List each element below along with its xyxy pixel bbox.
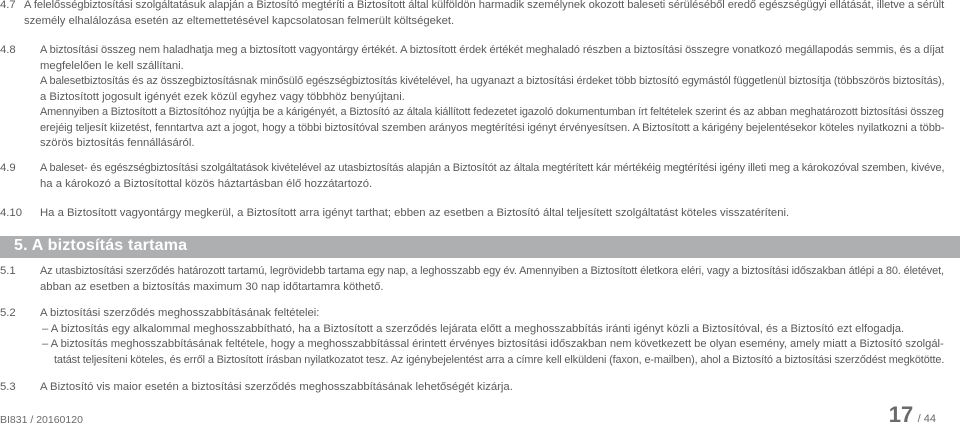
text-line: abban az esetben a biztosítás maximum 30 nap időtartamra köthető. [40, 280, 384, 293]
text-line: A Biztosító vis maior esetén a biztosítási szerződés meghosszabbításának lehetőségét kizárja. [40, 381, 513, 393]
list-item: – A biztosítás egy alkalommal meghosszabbítható, ha a Biztosított a szerződés lejárata előtt a meghosszabbítás iránti igényt közli a Biztosítóval, és a Biztosító ezt elfogadja. [42, 322, 905, 335]
text-line: erejéig teljesít kiizetést, fenntartva azt a jogot, hogy a többi biztosítóval szemben arányos megtérítési igényt érvényesítsen. A Biztosított a kárigény bejelentésekor köteles nyilatkozni a több- [40, 121, 945, 134]
text-line: Amennyiben a Biztosított a Biztosítóhoz nyújtja be a kárigényét, a Biztosító az általa kiállított fedezetet igazoló dokumentumban írt feltételek szerint és az abban meghatározott biztosítási összeg [40, 106, 944, 118]
paragraph-number: 4.10 [0, 207, 22, 219]
text-line: A baleset- és egészségbiztosítási szolgáltatások kivételével az utasbiztosítás alapján a Biztosítót az általa megtérített kár mértékéig megtérítési igény illeti meg a károkozóval szemben, kivéve, [40, 162, 945, 174]
paragraph-number: 5.2 [0, 307, 16, 319]
page-number [889, 402, 936, 428]
text-line: A felelősségbiztosítási szolgáltatásuk alapján a Biztosító megtéríti a Biztosított által külföldön harmadik személynek okozott baleseti sérüléséből eredő egészségügyi ellátását, illetve a sérült [24, 0, 945, 11]
document-code: BI831 / 20160120 [0, 414, 83, 426]
section-heading: 5. A biztosítás tartama [14, 237, 188, 254]
text-line: személy elhalálozása esetén az eltemettetésével kapcsolatosan felmerült költségeket. [24, 14, 455, 27]
paragraph-number: 4.8 [0, 44, 16, 56]
text-line: megfelelően le kell szállítani. [40, 59, 184, 72]
paragraph-number: 4.7 [0, 0, 16, 11]
list-item: – A biztosítás meghosszabbításának feltétele, hogy a meghosszabbítással érintett érvényes biztosítási időszakban nem következett be olyan esemény, amely miatt a Biztosító szolgál- [42, 338, 944, 350]
text-line: A balesetbiztosítás és az összegbiztosításnak minősülő egészségbiztosítás kivételével, ha ugyanazt a biztosítási érdeket több biztosító egymástól függetlenül biztosítja (többszörös biztosítás), [40, 75, 945, 87]
list-item-continuation: tatást teljesíteni köteles, és erről a Biztosított írásban nyilatkozatot tesz. Az igénybejelentést arra a címre kell elküldeni (faxon, e-mailben), ahol a Biztosító a biztosítási szerződést megkötötte. [54, 353, 945, 366]
paragraph-number: 4.9 [0, 162, 16, 174]
text-line: ha a károkozó a Biztosítottal közös háztartásban élő hozzátartozó. [40, 177, 373, 190]
text-line: A biztosítási összeg nem haladhatja meg a biztosított vagyontárgy értékét. A biztosított érdek értékét meghaladó részben a biztosítási összegre vonatkozó megállapodás semmis, és a díjat [40, 44, 944, 56]
text-line: Az utasbiztosítási szerződés határozott tartamú, legrövidebb tartama egy nap, a leghosszabb egy év. Amennyiben a Biztosított életkora eléri, vagy a biztosítási időszakban átlépi a 80. életévet, [40, 265, 944, 277]
text-line: szörös biztosítás fennállásáról. [40, 137, 195, 149]
text-line: a Biztosított jogosult igényét ezek közül egyhez vagy többhöz benyújtani. [40, 90, 405, 103]
total-pages: / 44 [917, 413, 936, 425]
current-page: 17 [888, 402, 914, 427]
text-line: Ha a Biztosított vagyontárgy megkerül, a Biztosított arra igényt tarthat; ebben az esetben a Biztosító által teljesített szolgáltatást köteles visszatéríteni. [40, 207, 790, 219]
text-line: A biztosítási szerződés meghosszabbításának feltételei: [40, 307, 320, 319]
paragraph-number: 5.1 [0, 265, 16, 277]
paragraph-number: 5.3 [0, 381, 16, 393]
